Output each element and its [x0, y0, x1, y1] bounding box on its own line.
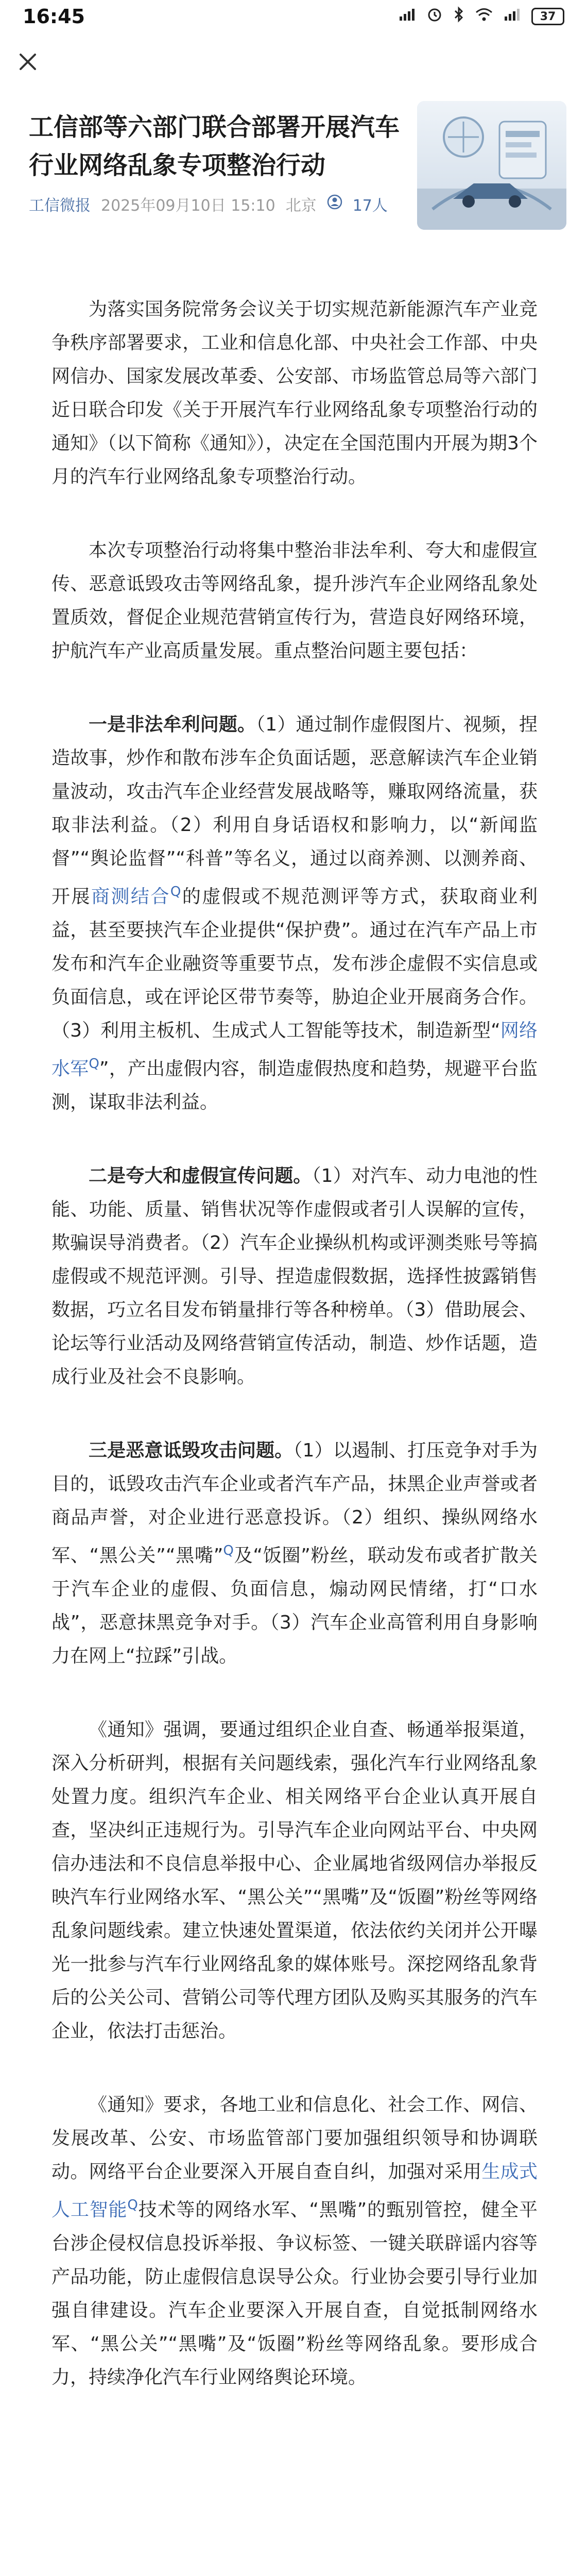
paragraph-text: 本次专项整治行动将集中整治非法牟利、夸大和虚假宣传、恶意诋毁攻击等网络乱象，提升涉汽车企业网络乱象处置质效，督促企业规范营销宣传行为，营造良好网络环境，护航汽车产业高质量发展。重点整治问题主要包括： — [51, 540, 538, 662]
paragraph-text: 技术等的网络水军、“黑嘴”的甄别管控，健全平台涉企侵权信息投诉举报、争议标签、一键关联辟谣内容等产品功能，防止虚假信息误导公众。行业协会要引导行业加强自律建设。汽车企业要深入开展自查，自觉抵制网络水军、“黑公关”“黑嘴”及“饭圈”粉丝等网络乱象。要形成合力，持续净化汽车行业网络舆论环境。 — [51, 2199, 538, 2388]
article-paragraph — [51, 708, 538, 1119]
article-location: 北京 — [285, 197, 317, 215]
search-icon[interactable]: Q — [89, 1056, 99, 1072]
bluetooth-icon — [453, 6, 464, 27]
top-bar — [0, 33, 587, 90]
article-paragraph — [51, 1159, 538, 1394]
search-icon[interactable]: Q — [170, 884, 181, 900]
article-paragraph — [51, 1434, 538, 1673]
status-time: 16:45 — [23, 5, 85, 28]
search-link[interactable]: 商测结合 — [91, 886, 170, 907]
search-link[interactable]: 生成式人工智能 — [51, 2161, 538, 2221]
signal-icon — [399, 7, 416, 26]
paragraph-heading: 一是非法牟利问题。 — [89, 714, 256, 735]
paragraph-text: 《通知》强调，要通过组织企业自查、畅通举报渠道，深入分析研判，根据有关问题线索，强化汽车行业网络乱象处置力度。组织汽车企业、相关网络平台企业认真开展自查，坚决纠正违规行为。引导汽车企业向网站平台、中央网信办违法和不良信息举报中心、企业属地省级网信办举报反映汽车行业网络水军、“黑公关”“黑嘴”及“饭圈”粉丝等网络乱象问题线索。建立快速处置渠道，依法依约关闭并公开曝光一批参与汽车行业网络乱象的媒体账号。深挖网络乱象背后的公关公司、营销公司等代理方团队及购买其服务的汽车企业，依法打击惩治。 — [51, 1719, 538, 2042]
paragraph-text: ”，产出虚假内容，制造虚假热度和趋势，规避平台监测，谋取非法利益。 — [51, 1058, 538, 1113]
paragraph-text: 为落实国务院常务会议关于切实规范新能源汽车产业竞争秩序部署要求，工业和信息化部、中央社会工作部、中央网信办、国家发展改革委、公安部、市场监管总局等六部门近日联合印发《关于开展汽车行业网络乱象专项整治行动的通知》（以下简称《通知》），决定在全国范围内开展为期3个月的汽车行业网络乱象专项整治行动。 — [51, 299, 538, 487]
article-paragraph — [51, 293, 538, 494]
wifi-icon — [475, 7, 493, 26]
reader-icon — [327, 194, 342, 214]
alarm-icon — [426, 6, 443, 27]
paragraph-text: （1）通过制作虚假图片、视频，捏造故事，炒作和散布涉车企负面话题，恶意解读汽车企业销量波动，攻击汽车企业经营发展战略等，赚取网络流量，获取非法利益。（2）利用自身话语权和影响力，以“新闻监督”“舆论监督”“科普”等名义，通过以商养测、以测养商、开展 — [51, 714, 538, 907]
article-thumbnail — [417, 101, 566, 230]
reader-count: 17人 — [352, 197, 388, 215]
battery-level: 37 — [540, 10, 556, 23]
paragraph-text: 及“饭圈”粉丝，联动发布或者扩散关于汽车企业的虚假、负面信息，煽动网民情绪，打“口水战”，恶意抹黑竞争对手。（3）汽车企业高管利用自身影响力在网上“拉踩”引战。 — [51, 1545, 538, 1667]
status-bar — [0, 0, 587, 33]
battery-icon — [531, 8, 564, 25]
article-date: 2025年09月10日 15:10 — [101, 197, 275, 215]
article-paragraph — [51, 2088, 538, 2394]
paragraph-text: 的虚假或不规范测评等方式，获取商业利益，甚至要挟汽车企业提供“保护费”。通过在汽车产品上市发布和汽车企业融资等重要节点，发布涉企虚假不实信息或负面信息，或在评论区带节奏等，胁迫企业开展商务合作。（3）利用主板机、生成式人工智能等技术，制造新型“ — [51, 886, 538, 1041]
article-paragraph — [51, 534, 538, 668]
paragraph-text: 《通知》要求，各地工业和信息化、社会工作、网信、发展改革、公安、市场监管部门要加强组织领导和协调联动。网络平台企业要深入开展自查自纠，加强对采用 — [51, 2094, 538, 2182]
article-header — [0, 90, 587, 215]
close-icon[interactable] — [12, 46, 43, 77]
paragraph-text: （1）以遏制、打压竞争对手为目的，诋毁攻击汽车企业或者汽车产品，抹黑企业声誉或者商品声誉，对企业进行恶意投诉。（2）组织、操纵网络水军、“黑公关”“黑嘴” — [51, 1440, 538, 1566]
article-title: 工信部等六部门联合部署开展汽车行业网络乱象专项整治行动 — [29, 113, 400, 180]
search-icon[interactable]: Q — [223, 1543, 234, 1558]
search-icon[interactable]: Q — [127, 2197, 138, 2213]
article-body — [0, 215, 587, 2394]
article-source[interactable]: 工信微报 — [29, 197, 91, 215]
paragraph-text: （1）对汽车、动力电池的性能、功能、质量、销售状况等作虚假或者引人误解的宣传，欺骗误导消费者。（2）汽车企业操纵机构或评测类账号等搞虚假或不规范评测。引导、捏造虚假数据，选择性披露销售数据，巧立名目发布销量排行等各种榜单。（3）借助展会、论坛等行业活动及网络营销宣传活动，制造、炒作话题，造成行业及社会不良影响。 — [51, 1165, 538, 1387]
article-paragraph — [51, 1713, 538, 2048]
status-icons — [399, 6, 564, 27]
paragraph-heading: 二是夸大和虚假宣传问题。 — [89, 1165, 312, 1187]
search-link[interactable]: 网络水军 — [51, 1020, 538, 1079]
network-icon — [504, 7, 521, 26]
paragraph-heading: 三是恶意诋毁攻击问题。 — [89, 1440, 294, 1461]
